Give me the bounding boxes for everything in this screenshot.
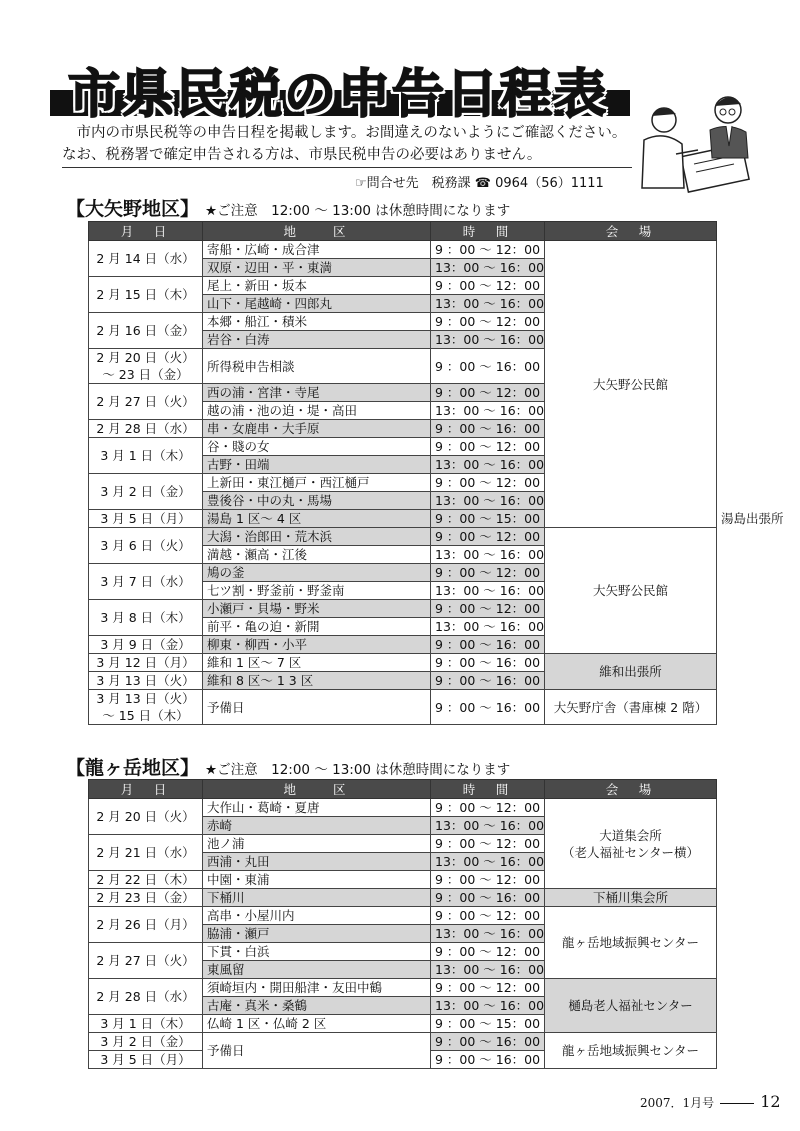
venue-name: 大道集会所 (599, 827, 662, 843)
col-area: 地 区 (203, 780, 431, 799)
date-cell: 3 月 8 日（木） (89, 600, 203, 636)
issue-label: 2007．1月号 (640, 1096, 715, 1110)
divider (62, 167, 632, 168)
time-cell: 13：00 ～ 16：00 (431, 582, 545, 600)
area-cell: 西の浦・宮津・寺尾 (203, 384, 431, 402)
table-header (89, 780, 717, 799)
col-venue: 会 場 (545, 222, 717, 241)
time-cell: 13：00 ～ 16：00 (431, 997, 545, 1015)
venue-cell: 大矢野庁舎（書庫棟 2 階） (545, 690, 717, 725)
date-start: 2 月 20 日（火） (96, 350, 195, 365)
area-cell: 大潟・治郎田・荒木浜 (203, 528, 431, 546)
area-cell: 尾上・新田・坂本 (203, 277, 431, 295)
time-cell: 9 ：00 ～ 12：00 (431, 799, 545, 817)
area-cell: 鳩の釜 (203, 564, 431, 582)
time-cell: 9 ：00 ～ 16：00 (431, 690, 545, 725)
time-cell: 13：00 ～ 16：00 (431, 331, 545, 349)
time-cell: 13：00 ～ 16：00 (431, 456, 545, 474)
section-heading-ryugatake (66, 753, 510, 780)
title-block (50, 52, 630, 125)
col-venue: 会 場 (545, 780, 717, 799)
date-cell: 2 月 21 日（水） (89, 835, 203, 871)
time-cell: 9 ：00 ～ 12：00 (431, 313, 545, 331)
area-cell: 山下・尾越崎・四郎丸 (203, 295, 431, 313)
date-cell: 3 月 13 日（火） (89, 672, 203, 690)
area-cell: 柳東・柳西・小平 (203, 636, 431, 654)
area-cell: 寄船・広崎・成合津 (203, 241, 431, 259)
page-number: 12 (760, 1092, 781, 1111)
date-cell: 2 月 20 日（火） (89, 799, 203, 835)
table-row (89, 799, 717, 817)
time-cell: 13：00 ～ 16：00 (431, 925, 545, 943)
area-cell: 前平・亀の迫・新開 (203, 618, 431, 636)
consultation-illustration (636, 88, 756, 198)
section-note: ★ご注意 12:00 ～ 13:00 は休憩時間になります (205, 203, 511, 219)
date-cell (89, 690, 203, 725)
area-cell: 西浦・丸田 (203, 853, 431, 871)
time-cell: 9 ：00 ～ 16：00 (431, 1033, 545, 1051)
date-cell: 3 月 1 日（木） (89, 1015, 203, 1033)
date-cell: 2 月 27 日（火） (89, 943, 203, 979)
area-cell: 上新田・東江樋戸・西江樋戸 (203, 474, 431, 492)
time-cell: 9 ：00 ～ 12：00 (431, 907, 545, 925)
venue-cell: 大矢野公民館 (545, 528, 717, 654)
col-date: 月 日 (89, 222, 203, 241)
time-cell: 9 ：00 ～ 12：00 (431, 600, 545, 618)
area-cell: 串・女鹿串・大手原 (203, 420, 431, 438)
date-cell: 3 月 5 日（月） (89, 510, 203, 528)
date-cell: 2 月 26 日（月） (89, 907, 203, 943)
area-cell: 所得税申告相談 (203, 349, 431, 384)
time-cell: 13：00 ～ 16：00 (431, 546, 545, 564)
date-start: 3 月 13 日（火） (96, 691, 195, 706)
footer-rule (720, 1103, 754, 1104)
schedule-table-oyano (88, 221, 784, 725)
area-cell: 須崎垣内・開田船津・友田中鶴 (203, 979, 431, 997)
venue-cell: 下桶川集会所 (545, 889, 717, 907)
area-cell: 豊後谷・中の丸・馬場 (203, 492, 431, 510)
venue-sub: （老人福祉センター横） (561, 844, 699, 860)
time-cell: 9 ：00 ～ 12：00 (431, 564, 545, 582)
venue-cell: 龍ヶ岳地域振興センター (545, 907, 717, 979)
date-cell: 3 月 6 日（火） (89, 528, 203, 564)
contact-info (355, 172, 604, 191)
page-title: 市県民税の申告日程表 (68, 65, 609, 125)
time-cell: 13：00 ～ 16：00 (431, 961, 545, 979)
date-end: ～ 23 日（金） (102, 367, 189, 382)
section-note: ★ご注意 12:00 ～ 13:00 は休憩時間になります (205, 762, 511, 778)
area-cell: 維和 1 区～ 7 区 (203, 654, 431, 672)
area-cell: 東風留 (203, 961, 431, 979)
table-row (89, 690, 717, 725)
time-cell: 9 ：00 ～ 16：00 (431, 672, 545, 690)
time-cell: 9 ：00 ～ 12：00 (431, 835, 545, 853)
time-cell: 13：00 ～ 16：00 (431, 853, 545, 871)
time-cell: 9 ：00 ～ 12：00 (431, 241, 545, 259)
area-cell: 双原・辺田・平・東満 (203, 259, 431, 277)
table-header (89, 222, 717, 241)
date-cell: 3 月 12 日（月） (89, 654, 203, 672)
date-cell: 3 月 1 日（木） (89, 438, 203, 474)
venue-cell (545, 799, 717, 889)
area-cell: 七ツ割・野釜前・野釜南 (203, 582, 431, 600)
time-cell: 13：00 ～ 16：00 (431, 618, 545, 636)
table-row (89, 241, 717, 259)
time-cell: 9 ：00 ～ 12：00 (431, 277, 545, 295)
table-row (89, 654, 717, 672)
time-cell: 9 ：00 ～ 16：00 (431, 889, 545, 907)
intro-text: 市内の市県民税等の申告日程を掲載します。お間違えのないようにご確認ください。なお、税務署で確定申告される方は、市県民税申告の必要はありません。 (62, 125, 627, 163)
area-cell: 岩谷・白涛 (203, 331, 431, 349)
area-cell: 古庵・真米・桑鶴 (203, 997, 431, 1015)
time-cell: 13：00 ～ 16：00 (431, 295, 545, 313)
area-cell: 脇浦・瀬戸 (203, 925, 431, 943)
date-cell: 3 月 2 日（金） (89, 474, 203, 510)
area-cell: 赤崎 (203, 817, 431, 835)
time-cell: 13：00 ～ 16：00 (431, 817, 545, 835)
area-cell: 維和 8 区～ 1 3 区 (203, 672, 431, 690)
date-cell: 2 月 28 日（水） (89, 979, 203, 1015)
time-cell: 13：00 ～ 16：00 (431, 259, 545, 277)
area-cell: 池ノ浦 (203, 835, 431, 853)
time-cell: 9 ：00 ～ 12：00 (431, 438, 545, 456)
table-row (89, 889, 717, 907)
section-title: 【大矢野地区】 (66, 198, 200, 220)
contact-label: ☞問合せ先 税務課 (355, 176, 471, 191)
area-cell: 下貫・白浜 (203, 943, 431, 961)
schedule-table-ryugatake (88, 779, 717, 1069)
col-time: 時 間 (431, 780, 545, 799)
contact-phone: ☎ 0964（56）1111 (474, 176, 604, 191)
area-cell: 越の浦・池の迫・堤・高田 (203, 402, 431, 420)
date-cell: 2 月 22 日（木） (89, 871, 203, 889)
area-cell: 予備日 (203, 1033, 431, 1069)
date-cell: 2 月 23 日（金） (89, 889, 203, 907)
page-footer (640, 1092, 781, 1111)
venue-cell: 樋島老人福祉センター (545, 979, 717, 1033)
date-cell: 2 月 15 日（木） (89, 277, 203, 313)
date-cell: 2 月 27 日（火） (89, 384, 203, 420)
table-row (89, 979, 717, 997)
area-cell: 谷・賤の女 (203, 438, 431, 456)
time-cell: 9 ：00 ～ 12：00 (431, 474, 545, 492)
col-area: 地 区 (203, 222, 431, 241)
time-cell: 9 ：00 ～ 16：00 (431, 420, 545, 438)
time-cell: 9 ：00 ～ 16：00 (431, 349, 545, 384)
time-cell: 9 ：00 ～ 12：00 (431, 871, 545, 889)
date-cell: 3 月 2 日（金） (89, 1033, 203, 1051)
area-cell: 本郷・船江・積米 (203, 313, 431, 331)
time-cell: 9 ：00 ～ 15：00 (431, 510, 545, 528)
time-cell: 13：00 ～ 16：00 (431, 492, 545, 510)
time-cell: 9 ：00 ～ 12：00 (431, 528, 545, 546)
area-cell: 湯島 1 区～ 4 区 (203, 510, 431, 528)
area-cell: 小瀬戸・貝場・野米 (203, 600, 431, 618)
table-row: 3 月 5 日（月） 湯島 1 区～ 4 区 9 ：00 ～ 15：00 湯島出張所 (89, 510, 717, 528)
table-row (89, 907, 717, 925)
date-end: ～ 15 日（木） (102, 708, 189, 723)
section-title: 【龍ヶ岳地区】 (66, 757, 200, 779)
section-heading-oyano (66, 194, 510, 221)
date-cell (89, 349, 203, 384)
date-cell: 3 月 5 日（月） (89, 1051, 203, 1069)
date-cell: 2 月 16 日（金） (89, 313, 203, 349)
area-cell: 満越・瀬高・江後 (203, 546, 431, 564)
area-cell: 古野・田端 (203, 456, 431, 474)
date-cell: 3 月 9 日（金） (89, 636, 203, 654)
date-cell: 2 月 14 日（水） (89, 241, 203, 277)
col-time: 時 間 (431, 222, 545, 241)
area-cell: 大作山・葛崎・夏唐 (203, 799, 431, 817)
venue-cell: 大矢野公民館 (545, 241, 717, 528)
area-cell: 中園・東浦 (203, 871, 431, 889)
time-cell: 9 ：00 ～ 12：00 (431, 979, 545, 997)
area-cell: 高串・小屋川内 (203, 907, 431, 925)
col-date: 月 日 (89, 780, 203, 799)
time-cell: 9 ：00 ～ 15：00 (431, 1015, 545, 1033)
area-cell: 仏崎 1 区・仏崎 2 区 (203, 1015, 431, 1033)
area-cell: 下桶川 (203, 889, 431, 907)
time-cell: 9 ：00 ～ 12：00 (431, 384, 545, 402)
time-cell: 9 ：00 ～ 16：00 (431, 636, 545, 654)
area-cell: 予備日 (203, 690, 431, 725)
venue-cell: 龍ヶ岳地域振興センター (545, 1033, 717, 1069)
time-cell: 13：00 ～ 16：00 (431, 402, 545, 420)
time-cell: 9 ：00 ～ 12：00 (431, 943, 545, 961)
time-cell: 9 ：00 ～ 16：00 (431, 654, 545, 672)
table-row (89, 1033, 717, 1051)
time-cell: 9 ：00 ～ 16：00 (431, 1051, 545, 1069)
date-cell: 3 月 7 日（水） (89, 564, 203, 600)
date-cell: 2 月 28 日（水） (89, 420, 203, 438)
venue-cell: 維和出張所 (545, 654, 717, 690)
table-row (89, 528, 717, 546)
